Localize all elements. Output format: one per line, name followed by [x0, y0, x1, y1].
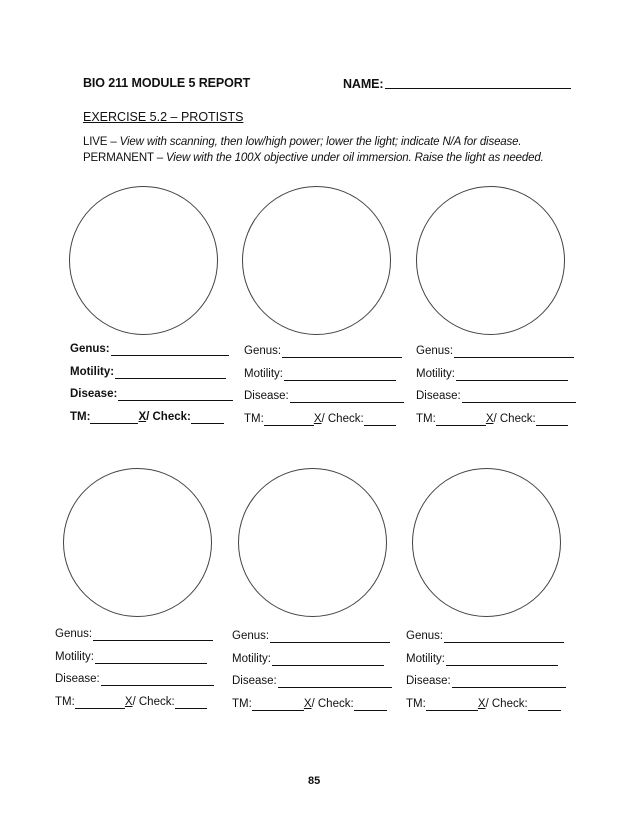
x-mark: X: [303, 697, 312, 710]
permanent-text: View with the 100X objective under oil immersion. Raise the light as needed.: [165, 152, 544, 164]
tm-label: TM:: [244, 412, 264, 425]
motility-blank[interactable]: [456, 368, 568, 381]
motility-blank[interactable]: [446, 653, 558, 666]
genus-blank[interactable]: [93, 628, 213, 641]
specimen-fields-5: [232, 630, 392, 720]
disease-blank[interactable]: [278, 675, 392, 688]
disease-blank[interactable]: [290, 390, 404, 403]
name-field[interactable]: [343, 76, 571, 91]
tm-label: TM:: [406, 697, 426, 710]
specimen-fields-2: [244, 345, 404, 435]
disease-label: Disease:: [416, 390, 461, 402]
motility-blank[interactable]: [272, 653, 384, 666]
motility-label: Motility:: [244, 367, 283, 380]
observation-circle-5[interactable]: [238, 468, 387, 617]
observation-circle-1[interactable]: [69, 186, 218, 335]
page-number: 85: [308, 775, 321, 787]
name-blank[interactable]: [385, 76, 571, 89]
x-mark: X: [124, 695, 133, 708]
motility-blank[interactable]: [95, 651, 207, 664]
genus-label: Genus:: [244, 345, 282, 357]
check-label: / Check:: [132, 695, 175, 708]
tm-blank[interactable]: [90, 411, 138, 424]
check-blank[interactable]: [175, 696, 207, 709]
tm-label: TM:: [70, 410, 91, 423]
genus-blank[interactable]: [444, 630, 564, 643]
specimen-fields-4: [55, 628, 214, 718]
check-label: / Check:: [493, 412, 536, 425]
live-instruction: [83, 136, 521, 148]
genus-blank[interactable]: [282, 345, 402, 358]
genus-label: Genus:: [70, 343, 110, 355]
x-mark: X: [313, 412, 322, 425]
check-blank[interactable]: [364, 413, 396, 426]
motility-label: Motility:: [232, 652, 271, 665]
live-label: LIVE –: [83, 136, 120, 148]
permanent-label: PERMANENT –: [83, 152, 166, 164]
check-blank[interactable]: [536, 413, 568, 426]
check-label: / Check:: [321, 412, 364, 425]
permanent-instruction: [83, 152, 544, 164]
observation-circle-3[interactable]: [416, 186, 565, 335]
observation-circle-2[interactable]: [242, 186, 391, 335]
check-blank[interactable]: [528, 698, 561, 711]
genus-label: Genus:: [232, 630, 270, 642]
x-mark: X: [138, 410, 147, 423]
check-label: / Check:: [485, 697, 528, 710]
tm-blank[interactable]: [426, 698, 478, 711]
disease-label: Disease:: [55, 673, 100, 685]
name-label: NAME:: [343, 77, 384, 91]
x-mark: X: [485, 412, 494, 425]
motility-blank[interactable]: [284, 368, 396, 381]
disease-label: Disease:: [232, 675, 277, 687]
genus-blank[interactable]: [454, 345, 574, 358]
genus-blank[interactable]: [111, 343, 229, 356]
disease-blank[interactable]: [462, 390, 576, 403]
motility-label: Motility:: [406, 652, 445, 665]
specimen-fields-6: [406, 630, 566, 720]
check-label: / Check:: [146, 410, 191, 423]
check-blank[interactable]: [354, 698, 387, 711]
tm-blank[interactable]: [264, 413, 314, 426]
disease-label: Disease:: [244, 390, 289, 402]
observation-circle-4[interactable]: [63, 468, 212, 617]
x-mark: X: [477, 697, 486, 710]
specimen-fields-3: [416, 345, 576, 435]
check-blank[interactable]: [191, 411, 224, 424]
exercise-title: EXERCISE 5.2 – PROTISTS: [83, 110, 244, 124]
disease-label: Disease:: [70, 388, 118, 400]
report-title: BIO 211 MODULE 5 REPORT: [83, 76, 251, 90]
tm-label: TM:: [232, 697, 252, 710]
live-text: View with scanning, then low/high power; lower the light; indicate N/A for disease.: [119, 136, 522, 148]
specimen-fields-1: [70, 343, 233, 433]
observation-circle-6[interactable]: [412, 468, 561, 617]
genus-label: Genus:: [406, 630, 444, 642]
tm-label: TM:: [55, 695, 75, 708]
disease-blank[interactable]: [101, 673, 214, 686]
motility-label: Motility:: [55, 650, 94, 663]
disease-label: Disease:: [406, 675, 451, 687]
check-label: / Check:: [311, 697, 354, 710]
genus-label: Genus:: [55, 628, 93, 640]
motility-label: Motility:: [70, 365, 115, 378]
genus-blank[interactable]: [270, 630, 390, 643]
genus-label: Genus:: [416, 345, 454, 357]
tm-blank[interactable]: [75, 696, 125, 709]
disease-blank[interactable]: [452, 675, 566, 688]
tm-label: TM:: [416, 412, 436, 425]
motility-blank[interactable]: [115, 366, 226, 379]
disease-blank[interactable]: [118, 388, 233, 401]
tm-blank[interactable]: [252, 698, 304, 711]
motility-label: Motility:: [416, 367, 455, 380]
tm-blank[interactable]: [436, 413, 486, 426]
